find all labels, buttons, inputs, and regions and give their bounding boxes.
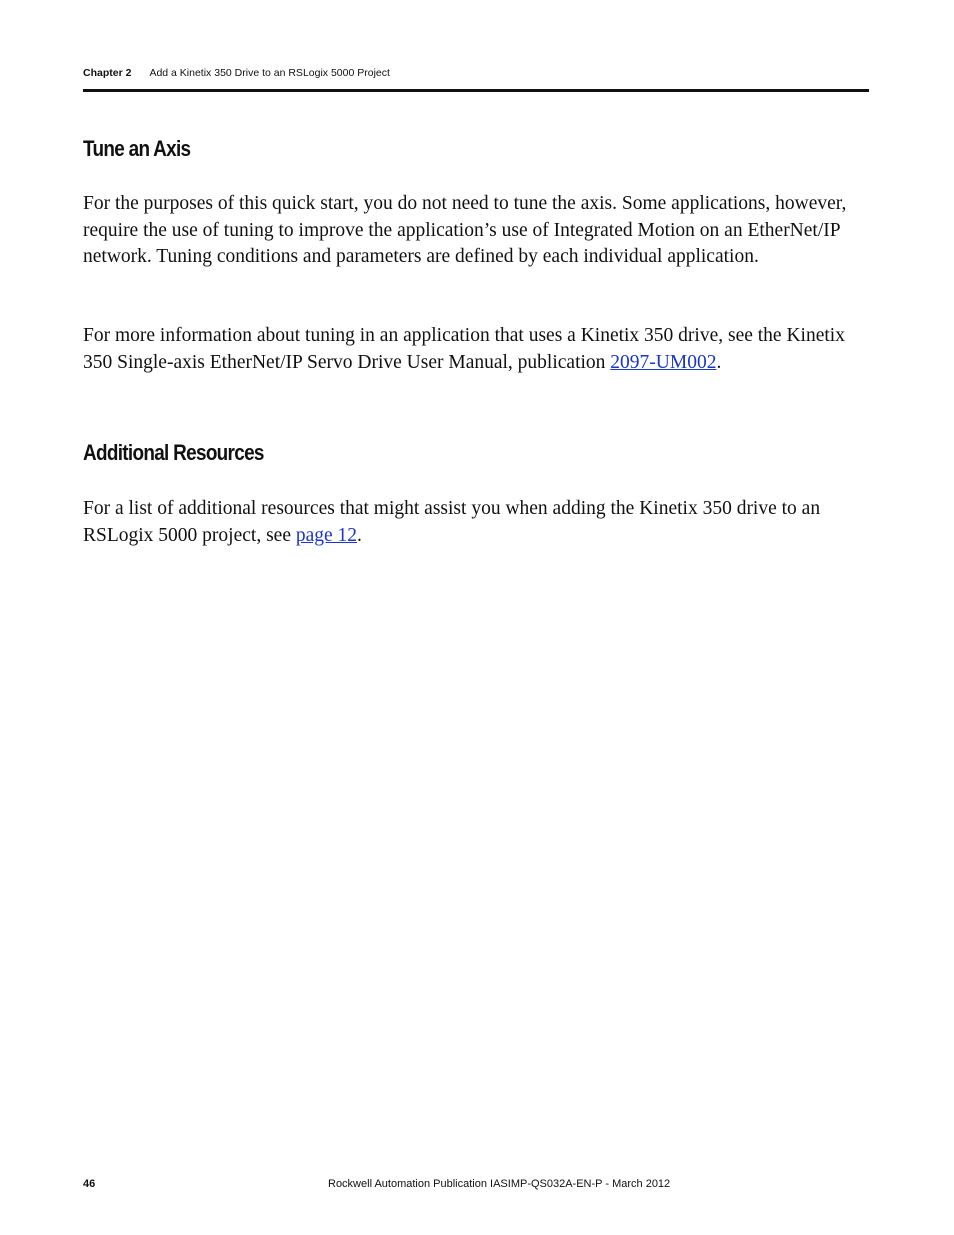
tune-axis-paragraph-2 [83,323,863,376]
additional-resources-paragraph-text: For a list of additional resources that might assist you when adding the Kinetix 350 drive to an RSLogix 5000 project, see [83,498,821,546]
chapter-title: Add a Kinetix 350 Drive to an RSLogix 5000 Project [149,67,390,79]
section-heading-additional-resources: Additional Resources [83,440,264,465]
page-number: 46 [83,1178,96,1190]
link-page-12[interactable]: page 12 [295,524,358,546]
additional-resources-paragraph [83,496,863,549]
tune-axis-paragraph-1: For the purposes of this quick start, you do not need to tune the axis. Some applications, however, require the use of tuning to improve the application’s use of Integrated Motion on an EtherNet/IP network. Tuning conditions and parameters are defined by each individual application. [83,193,847,267]
publication-info: Rockwell Automation Publication IASIMP-QS032A-EN-P - March 2012 [328,1178,671,1190]
additional-resources-paragraph-end: . [357,524,362,546]
header-rule [83,89,869,92]
link-2097-um002[interactable]: 2097-UM002 [610,351,717,373]
running-header [83,67,869,79]
section-heading-tune-axis: Tune an Axis [83,136,191,161]
tune-axis-paragraph-2-text: For more information about tuning in an application that uses a Kinetix 350 drive, see the Kinetix 350 Single-axis EtherNet/IP Servo Drive User Manual, publication [83,325,845,373]
tune-axis-paragraph-2-end: . [716,351,722,373]
chapter-label: Chapter 2 [83,67,132,79]
